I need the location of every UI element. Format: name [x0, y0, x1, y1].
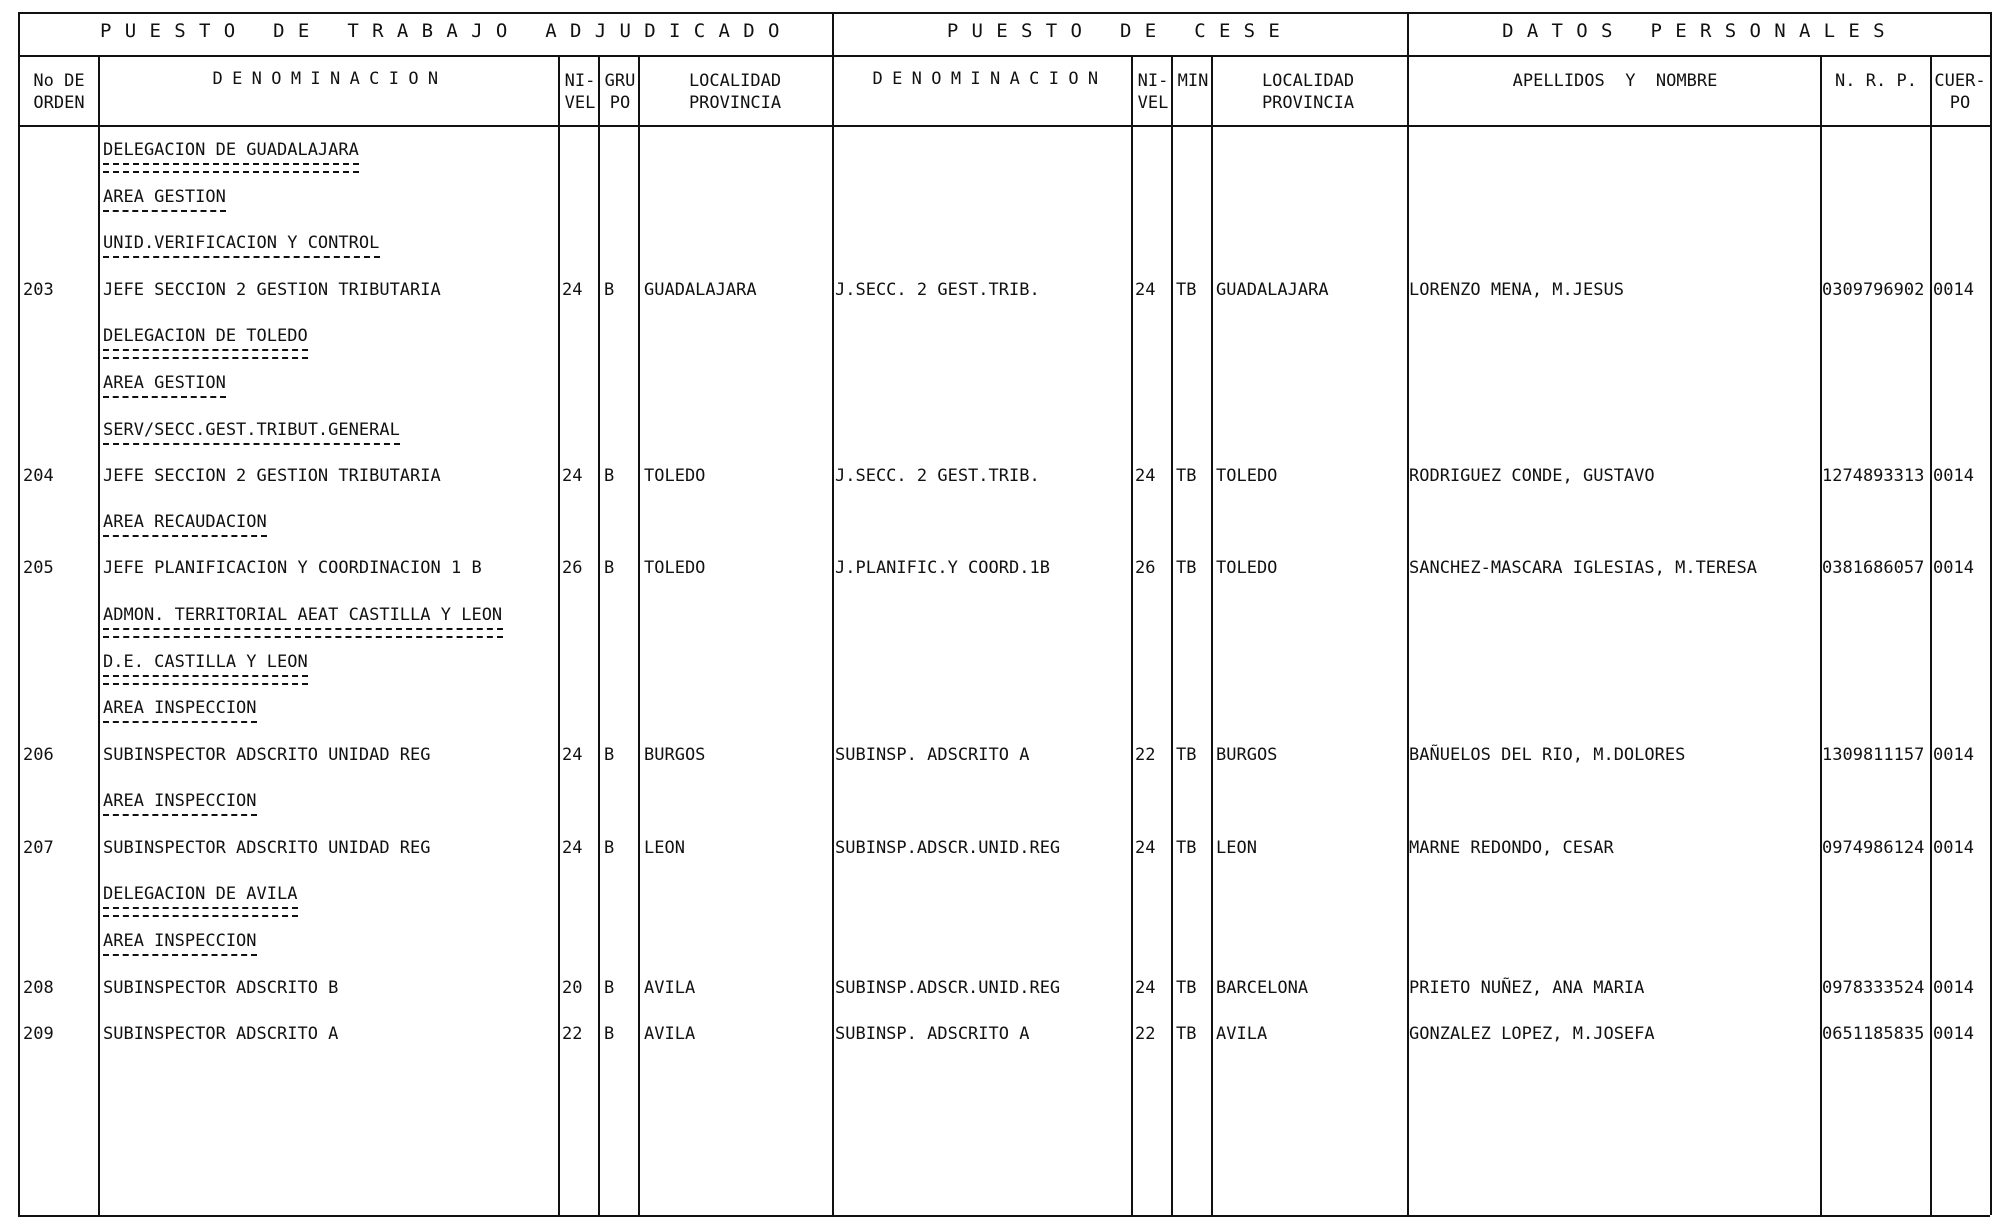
- cell-localidad-cese: GUADALAJARA: [1216, 280, 1329, 300]
- cell-denominacion: SUBINSPECTOR ADSCRITO UNIDAD REG: [103, 838, 431, 858]
- cell-nrp: 0651185835: [1822, 1024, 1925, 1044]
- header-localidad-cese: LOCALIDAD PROVINCIA: [1261, 71, 1355, 113]
- cell-localidad: TOLEDO: [644, 558, 706, 578]
- column-rule: [1407, 55, 1409, 1215]
- cell-apellidos: PRIETO NUÑEZ, ANA MARIA: [1409, 978, 1645, 998]
- cell-nrp: 1309811157: [1822, 745, 1925, 765]
- cell-grupo: B: [604, 1024, 615, 1044]
- cell-min: TB: [1176, 745, 1197, 765]
- column-rule: [832, 55, 834, 1215]
- cell-localidad-cese: BARCELONA: [1216, 978, 1309, 998]
- dashed-underline: [103, 721, 257, 723]
- column-rule: [1930, 55, 1932, 1215]
- cell-apellidos: MARNE REDONDO, CESAR: [1409, 838, 1614, 858]
- section-heading: DELEGACION DE AVILA: [103, 884, 298, 904]
- cell-nrp: 0974986124: [1822, 838, 1925, 858]
- cell-cuerpo: 0014: [1933, 1024, 1974, 1044]
- cell-apellidos: GONZALEZ LOPEZ, M.JOSEFA: [1409, 1024, 1655, 1044]
- cell-nivel-cese: 22: [1135, 745, 1156, 765]
- column-rule: [1171, 55, 1173, 1215]
- cell-grupo: B: [604, 558, 615, 578]
- cell-grupo: B: [604, 466, 615, 486]
- cell-localidad: GUADALAJARA: [644, 280, 757, 300]
- cell-orden: 208: [23, 978, 54, 998]
- cell-min: TB: [1176, 1024, 1197, 1044]
- cell-localidad: TOLEDO: [644, 466, 706, 486]
- section-heading: DELEGACION DE GUADALAJARA: [103, 140, 359, 160]
- cell-localidad-cese: BURGOS: [1216, 745, 1278, 765]
- column-rule: [98, 55, 100, 1215]
- double-underline: [103, 163, 359, 173]
- cell-nivel-cese: 22: [1135, 1024, 1156, 1044]
- cell-cuerpo: 0014: [1933, 280, 1974, 300]
- section-heading: D.E. CASTILLA Y LEON: [103, 652, 308, 672]
- cell-denominacion: SUBINSPECTOR ADSCRITO B: [103, 978, 339, 998]
- header-nivel: NI- VEL: [564, 71, 596, 113]
- row-rule: [18, 55, 1990, 57]
- dashed-underline: [103, 210, 226, 212]
- dashed-underline: [103, 954, 257, 956]
- section-heading: AREA RECAUDACION: [103, 512, 267, 532]
- cell-min: TB: [1176, 280, 1197, 300]
- cell-denominacion-cese: J.PLANIFIC.Y COORD.1B: [835, 558, 1050, 578]
- dashed-underline: [103, 443, 400, 445]
- header-nivel-cese: NI- VEL: [1137, 71, 1169, 113]
- double-underline: [103, 907, 298, 917]
- dashed-underline: [103, 814, 257, 816]
- dashed-underline: [103, 535, 267, 537]
- cell-nivel-cese: 24: [1135, 280, 1156, 300]
- column-rule: [1820, 55, 1822, 1215]
- cell-apellidos: RODRIGUEZ CONDE, GUSTAVO: [1409, 466, 1655, 486]
- cell-localidad: BURGOS: [644, 745, 706, 765]
- cell-localidad-cese: TOLEDO: [1216, 466, 1278, 486]
- cell-nivel: 22: [562, 1024, 583, 1044]
- column-rule: [1990, 12, 1992, 55]
- double-underline: [103, 349, 308, 359]
- cell-nrp: 1274893313: [1822, 466, 1925, 486]
- cell-localidad-cese: AVILA: [1216, 1024, 1268, 1044]
- column-rule: [558, 55, 560, 1215]
- double-underline: [103, 628, 503, 638]
- cell-denominacion-cese: J.SECC. 2 GEST.TRIB.: [835, 466, 1040, 486]
- cell-localidad: AVILA: [644, 978, 696, 998]
- column-rule: [1990, 55, 1992, 1215]
- cell-apellidos: SANCHEZ-MASCARA IGLESIAS, M.TERESA: [1409, 558, 1757, 578]
- cell-nrp: 0381686057: [1822, 558, 1925, 578]
- cell-orden: 206: [23, 745, 54, 765]
- cell-orden: 207: [23, 838, 54, 858]
- cell-cuerpo: 0014: [1933, 838, 1974, 858]
- cell-denominacion: SUBINSPECTOR ADSCRITO UNIDAD REG: [103, 745, 431, 765]
- cell-denominacion-cese: J.SECC. 2 GEST.TRIB.: [835, 280, 1040, 300]
- cell-denominacion: JEFE PLANIFICACION Y COORDINACION 1 B: [103, 558, 482, 578]
- column-rule: [18, 12, 20, 55]
- header-denominacion: DENOMINACION: [212, 69, 448, 89]
- cell-orden: 204: [23, 466, 54, 486]
- cell-apellidos: LORENZO MENA, M.JESUS: [1409, 280, 1624, 300]
- section-heading: UNID.VERIFICACION Y CONTROL: [103, 233, 380, 253]
- dashed-underline: [103, 396, 226, 398]
- cell-nivel: 24: [562, 745, 583, 765]
- cell-grupo: B: [604, 280, 615, 300]
- column-rule: [638, 55, 640, 1215]
- cell-nivel-cese: 24: [1135, 466, 1156, 486]
- cell-denominacion-cese: SUBINSP.ADSCR.UNID.REG: [835, 838, 1061, 858]
- cell-denominacion-cese: SUBINSP.ADSCR.UNID.REG: [835, 978, 1061, 998]
- section-heading: AREA INSPECCION: [103, 698, 257, 718]
- cell-cuerpo: 0014: [1933, 558, 1974, 578]
- cell-localidad-cese: LEON: [1216, 838, 1257, 858]
- cell-cuerpo: 0014: [1933, 978, 1974, 998]
- cell-nivel: 24: [562, 466, 583, 486]
- column-rule: [598, 55, 600, 1215]
- cell-min: TB: [1176, 558, 1197, 578]
- cell-denominacion: SUBINSPECTOR ADSCRITO A: [103, 1024, 339, 1044]
- dashed-underline: [103, 256, 380, 258]
- cell-min: TB: [1176, 838, 1197, 858]
- cell-nrp: 0309796902: [1822, 280, 1925, 300]
- cell-localidad: LEON: [644, 838, 685, 858]
- section-heading: AREA INSPECCION: [103, 791, 257, 811]
- header-cuerpo: CUER- PO: [1934, 71, 1986, 113]
- group-title-adjudicado: PUESTO DE TRABAJO ADJUDICADO: [100, 20, 793, 42]
- column-rule: [1407, 12, 1409, 55]
- cell-denominacion: JEFE SECCION 2 GESTION TRIBUTARIA: [103, 280, 441, 300]
- row-rule: [18, 12, 1990, 14]
- cell-orden: 203: [23, 280, 54, 300]
- column-rule: [832, 12, 834, 55]
- section-heading: AREA INSPECCION: [103, 931, 257, 951]
- row-rule: [18, 125, 1990, 127]
- header-grupo: GRU PO: [604, 71, 636, 113]
- cell-min: TB: [1176, 466, 1197, 486]
- group-title-datos: DATOS PERSONALES: [1502, 20, 1898, 42]
- column-rule: [1211, 55, 1213, 1215]
- header-apellidos: APELLIDOS Y NOMBRE: [1512, 71, 1718, 91]
- header-denominacion-cese: DENOMINACION: [872, 69, 1108, 89]
- section-heading: AREA GESTION: [103, 187, 226, 207]
- row-rule: [18, 1215, 1990, 1217]
- cell-grupo: B: [604, 978, 615, 998]
- cell-apellidos: BAÑUELOS DEL RIO, M.DOLORES: [1409, 745, 1686, 765]
- section-heading: DELEGACION DE TOLEDO: [103, 326, 308, 346]
- cell-grupo: B: [604, 745, 615, 765]
- header-orden: No DE ORDEN: [33, 71, 85, 113]
- column-rule: [18, 55, 20, 1215]
- cell-nivel: 24: [562, 280, 583, 300]
- group-title-cese: PUESTO DE CESE: [946, 20, 1294, 42]
- cell-localidad-cese: TOLEDO: [1216, 558, 1278, 578]
- cell-denominacion: JEFE SECCION 2 GESTION TRIBUTARIA: [103, 466, 441, 486]
- header-min: MIN: [1177, 71, 1209, 91]
- cell-denominacion-cese: SUBINSP. ADSCRITO A: [835, 745, 1030, 765]
- cell-nivel: 24: [562, 838, 583, 858]
- cell-localidad: AVILA: [644, 1024, 696, 1044]
- section-heading: SERV/SECC.GEST.TRIBUT.GENERAL: [103, 420, 400, 440]
- section-heading: ADMON. TERRITORIAL AEAT CASTILLA Y LEON: [103, 605, 503, 625]
- section-heading: AREA GESTION: [103, 373, 226, 393]
- cell-orden: 209: [23, 1024, 54, 1044]
- header-localidad: LOCALIDAD PROVINCIA: [688, 71, 782, 113]
- cell-nivel-cese: 26: [1135, 558, 1156, 578]
- column-rule: [1131, 55, 1133, 1215]
- cell-cuerpo: 0014: [1933, 745, 1974, 765]
- cell-nrp: 0978333524: [1822, 978, 1925, 998]
- cell-nivel-cese: 24: [1135, 838, 1156, 858]
- cell-nivel: 26: [562, 558, 583, 578]
- header-nrp: N. R. P.: [1835, 71, 1917, 91]
- double-underline: [103, 675, 308, 685]
- cell-nivel-cese: 24: [1135, 978, 1156, 998]
- cell-nivel: 20: [562, 978, 583, 998]
- cell-cuerpo: 0014: [1933, 466, 1974, 486]
- cell-denominacion-cese: SUBINSP. ADSCRITO A: [835, 1024, 1030, 1044]
- cell-grupo: B: [604, 838, 615, 858]
- cell-min: TB: [1176, 978, 1197, 998]
- cell-orden: 205: [23, 558, 54, 578]
